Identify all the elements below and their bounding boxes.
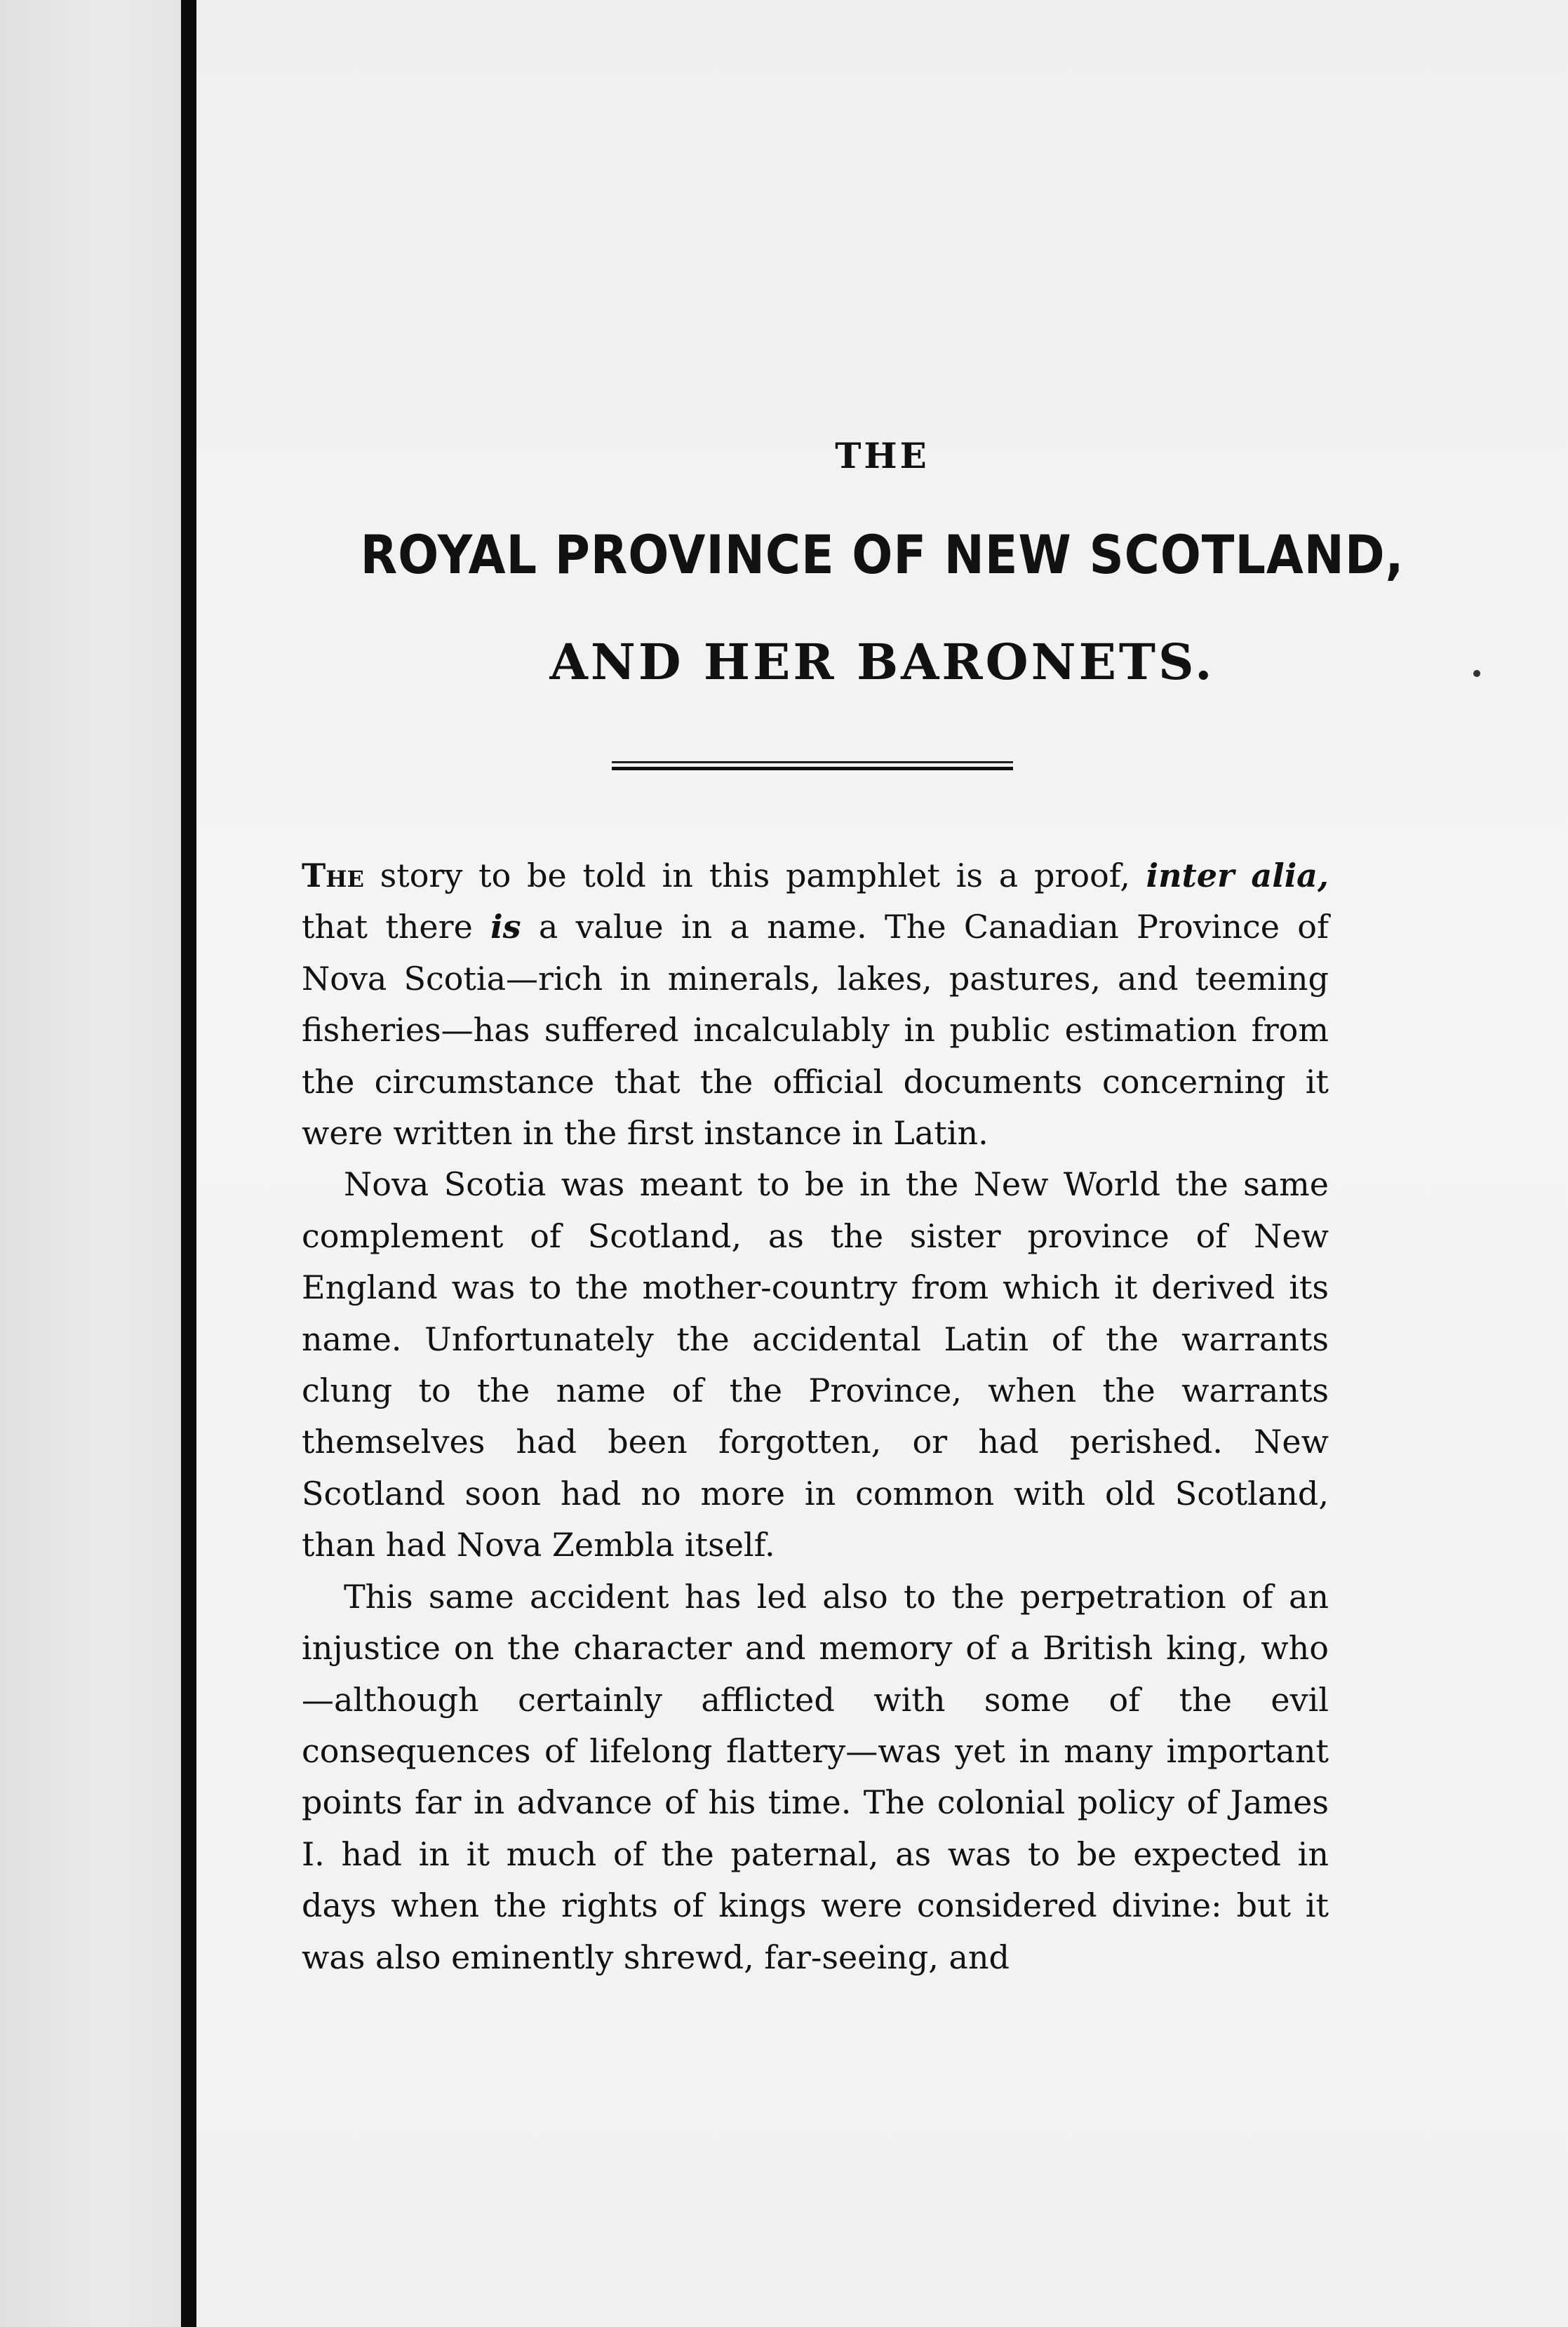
paragraph-2: Nova Scotia was meant to be in the New World the same complement of Scotland, as the sister province of New England was to the mother-country from which it derived its name. Unfortunately the accidental Latin of the warrants clung to the name of the Province, when the warrants themselves had been forgotten, or had perished. New Scotland soon had no more in common with old Scotland, than had Nova Zembla itself. [302, 1165, 1329, 1564]
title-prefix: THE [835, 435, 930, 476]
paragraph-1-part-2: that there [302, 908, 491, 946]
emphasis-inter-alia: inter alia, [1146, 857, 1329, 894]
body-text [302, 850, 1329, 1983]
paragraph-1-part-1: story to be told in this pamphlet is a proof, [363, 857, 1146, 894]
paragraph-3: This same accident has led also to the perpetration of an injustice on the character and memory of a British king, who—although certainly afflicted with some of the evil consequences of lifelong flattery—was yet in many important points far in advance of his time. The colonial policy of James I. had in it much of the paternal, as was to be expected in days when the rights of kings were considered divine: but it was also eminently shrewd, far-seeing, and [302, 1577, 1329, 1976]
lead-word: The [302, 857, 364, 894]
left-margin [0, 0, 181, 2327]
ink-speck [1473, 670, 1480, 677]
page-title: ROYAL PROVINCE OF NEW SCOTLAND, [360, 523, 1405, 586]
binding-rule [181, 0, 196, 2327]
paragraph-1-part-3: a value in a name. The Canadian Province of Nova Scotia—rich in minerals, lakes, pastures, and teeming fisheries—has suffered incalculably in public estimation from the circumstance that the official documents concerning it were written in the first instance in Latin. [302, 908, 1329, 1153]
paragraph-1 [302, 850, 1329, 1159]
title-divider [612, 761, 1013, 771]
emphasis-is: is [490, 908, 521, 946]
page-subtitle: AND HER BARONETS. [549, 633, 1215, 691]
